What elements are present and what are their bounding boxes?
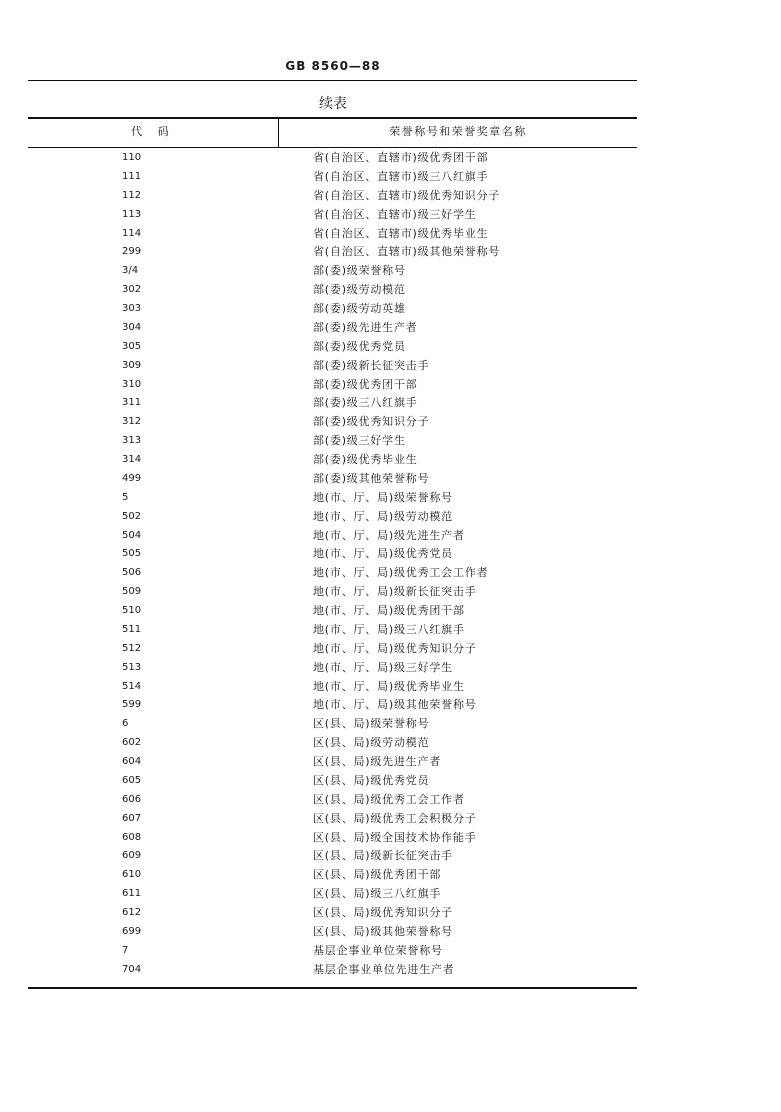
row-name: 区(县、局)级优秀工会积极分子 (313, 811, 477, 825)
row-code: 6 (122, 718, 129, 730)
table-row (28, 168, 637, 187)
table-bottom-rule (28, 987, 637, 989)
row-code: 612 (122, 907, 142, 918)
column-header-name: 荣誉称号和荣誉奖章名称 (389, 125, 527, 138)
row-name: 区(县、局)级劳动模范 (313, 736, 430, 750)
row-name: 部(委)级劳动英雄 (313, 302, 406, 315)
row-name: 省(自治区、直辖市)级优秀知识分子 (313, 188, 501, 202)
row-name: 地(市、厅、局)级荣誉称号 (313, 490, 453, 504)
row-name: 地(市、厅、局)级三好学生 (313, 660, 453, 674)
table-row (28, 376, 637, 395)
table-row (28, 810, 637, 829)
table-row (28, 942, 637, 961)
table-row (28, 678, 637, 697)
row-code: 611 (122, 888, 142, 900)
row-code: 504 (122, 529, 142, 541)
row-name: 部(委)级其他荣誉称号 (313, 471, 430, 485)
row-name: 基层企事业单位荣誉称号 (313, 943, 443, 957)
row-name: 部(委)级优秀团干部 (313, 377, 418, 391)
row-name: 省(自治区、直辖市)级三好学生 (313, 207, 477, 221)
row-code: 310 (122, 378, 142, 390)
table-row (28, 753, 637, 772)
row-code: 112 (122, 189, 142, 201)
row-name: 区(县、局)级先进生产者 (313, 755, 442, 768)
row-code: 302 (122, 284, 142, 296)
row-name: 省(自治区、直辖市)级优秀团干部 (313, 151, 489, 164)
row-name: 部(委)级优秀党员 (313, 339, 406, 353)
row-code: 699 (122, 925, 142, 937)
table-row (28, 319, 637, 338)
row-name: 部(委)级新长征突击手 (313, 358, 430, 372)
table-row (28, 357, 637, 376)
row-code: 599 (122, 699, 142, 711)
table-row (28, 791, 637, 810)
row-code: 304 (122, 321, 142, 333)
row-name: 区(县、局)级优秀党员 (313, 773, 430, 787)
table-row (28, 470, 637, 489)
row-code: 510 (122, 605, 142, 616)
row-code: 513 (122, 661, 142, 673)
table-row (28, 696, 637, 715)
row-name: 地(市、厅、局)级先进生产者 (313, 528, 465, 542)
table-row (28, 734, 637, 753)
row-name: 地(市、厅、局)级优秀党员 (313, 547, 453, 561)
row-name: 区(县、局)级新长征突击手 (313, 849, 453, 863)
row-name: 区(县、局)级优秀工会工作者 (313, 792, 465, 806)
row-code: 299 (122, 246, 142, 258)
row-name: 部(委)级先进生产者 (313, 320, 418, 334)
table-caption: 续表 (319, 96, 347, 112)
table-body (28, 149, 637, 980)
row-name: 区(县、局)级其他荣誉称号 (313, 924, 453, 938)
table-top-rule (28, 117, 637, 119)
row-code: 511 (122, 623, 142, 635)
table-row (28, 187, 637, 206)
table-row (28, 583, 637, 602)
table-row (28, 527, 637, 546)
row-code: 610 (122, 869, 142, 881)
table-row (28, 923, 637, 942)
row-code: 114 (122, 227, 142, 239)
row-code: 502 (122, 510, 142, 522)
row-code: 602 (122, 737, 142, 749)
row-code: 305 (122, 340, 142, 352)
row-code: 704 (122, 963, 142, 975)
table-row (28, 281, 637, 300)
table-row (28, 545, 637, 564)
row-name: 地(市、厅、局)级其他荣誉称号 (313, 698, 477, 712)
row-code: 506 (122, 567, 142, 579)
row-name: 省(自治区、直辖市)级优秀毕业生 (313, 226, 489, 240)
header-rule (28, 80, 637, 81)
row-code: 512 (122, 642, 142, 654)
row-code: 5 (122, 491, 129, 503)
row-code: 609 (122, 850, 142, 862)
row-code: 110 (122, 152, 142, 163)
row-code: 509 (122, 586, 142, 598)
row-name: 地(市、厅、局)级新长征突击手 (313, 585, 477, 599)
table-row (28, 715, 637, 734)
row-name: 部(委)级优秀毕业生 (313, 453, 418, 466)
row-code: 7 (122, 944, 129, 956)
row-name: 地(市、厅、局)级三八红旗手 (313, 622, 465, 636)
table-row (28, 829, 637, 848)
table-header-rule (28, 147, 637, 148)
table-row (28, 659, 637, 678)
table-row (28, 602, 637, 621)
row-name: 地(市、厅、局)级优秀团干部 (313, 604, 465, 617)
row-name: 区(县、局)级优秀团干部 (313, 868, 442, 882)
row-code: 309 (122, 359, 142, 371)
row-name: 部(委)级三好学生 (313, 434, 406, 448)
table-row (28, 564, 637, 583)
row-code: 303 (122, 303, 142, 314)
row-code: 312 (122, 416, 142, 428)
row-name: 区(县、局)级全国技术协作能手 (313, 830, 477, 844)
row-name: 部(委)级劳动模范 (313, 283, 406, 297)
row-name: 省(自治区、直辖市)级其他荣誉称号 (313, 245, 501, 259)
row-code: 514 (122, 680, 142, 692)
row-code: 606 (122, 793, 142, 805)
row-name: 地(市、厅、局)级优秀知识分子 (313, 641, 477, 655)
table-row (28, 772, 637, 791)
row-name: 地(市、厅、局)级优秀毕业生 (313, 679, 465, 693)
table-row (28, 300, 637, 319)
table-row (28, 904, 637, 923)
column-header-code: 代 码 (131, 125, 175, 138)
row-code: 313 (122, 435, 142, 447)
table-row (28, 885, 637, 904)
table-row (28, 489, 637, 508)
row-code: 604 (122, 756, 142, 767)
row-code: 3/4 (122, 265, 139, 277)
row-name: 部(委)级荣誉称号 (313, 264, 406, 278)
row-code: 607 (122, 812, 142, 824)
row-name: 地(市、厅、局)级劳动模范 (313, 509, 453, 523)
table-row (28, 225, 637, 244)
table-row (28, 149, 637, 168)
table-row (28, 338, 637, 357)
row-code: 111 (122, 170, 142, 182)
table-row (28, 866, 637, 885)
row-code: 311 (122, 397, 142, 409)
row-code: 608 (122, 831, 142, 843)
row-name: 基层企事业单位先进生产者 (313, 962, 455, 976)
table-row (28, 206, 637, 225)
table-row (28, 413, 637, 432)
row-code: 505 (122, 548, 142, 560)
row-name: 地(市、厅、局)级优秀工会工作者 (313, 566, 489, 580)
table-row (28, 432, 637, 451)
table-row (28, 243, 637, 262)
table-row (28, 621, 637, 640)
table-row (28, 262, 637, 281)
table-row (28, 394, 637, 413)
standard-number: GB 8560—88 (285, 59, 381, 73)
row-name: 部(委)级优秀知识分子 (313, 415, 430, 429)
row-name: 部(委)级三八红旗手 (313, 396, 418, 410)
table-row (28, 508, 637, 527)
table-row (28, 961, 637, 980)
row-name: 区(县、局)级三八红旗手 (313, 887, 442, 901)
row-code: 499 (122, 472, 142, 484)
row-name: 区(县、局)级荣誉称号 (313, 717, 430, 731)
table-row (28, 451, 637, 470)
row-name: 区(县、局)级优秀知识分子 (313, 906, 453, 919)
table-row (28, 847, 637, 866)
row-name: 省(自治区、直辖市)级三八红旗手 (313, 169, 489, 183)
row-code: 113 (122, 208, 142, 220)
row-code: 605 (122, 774, 142, 786)
table-row (28, 640, 637, 659)
row-code: 314 (122, 454, 142, 465)
